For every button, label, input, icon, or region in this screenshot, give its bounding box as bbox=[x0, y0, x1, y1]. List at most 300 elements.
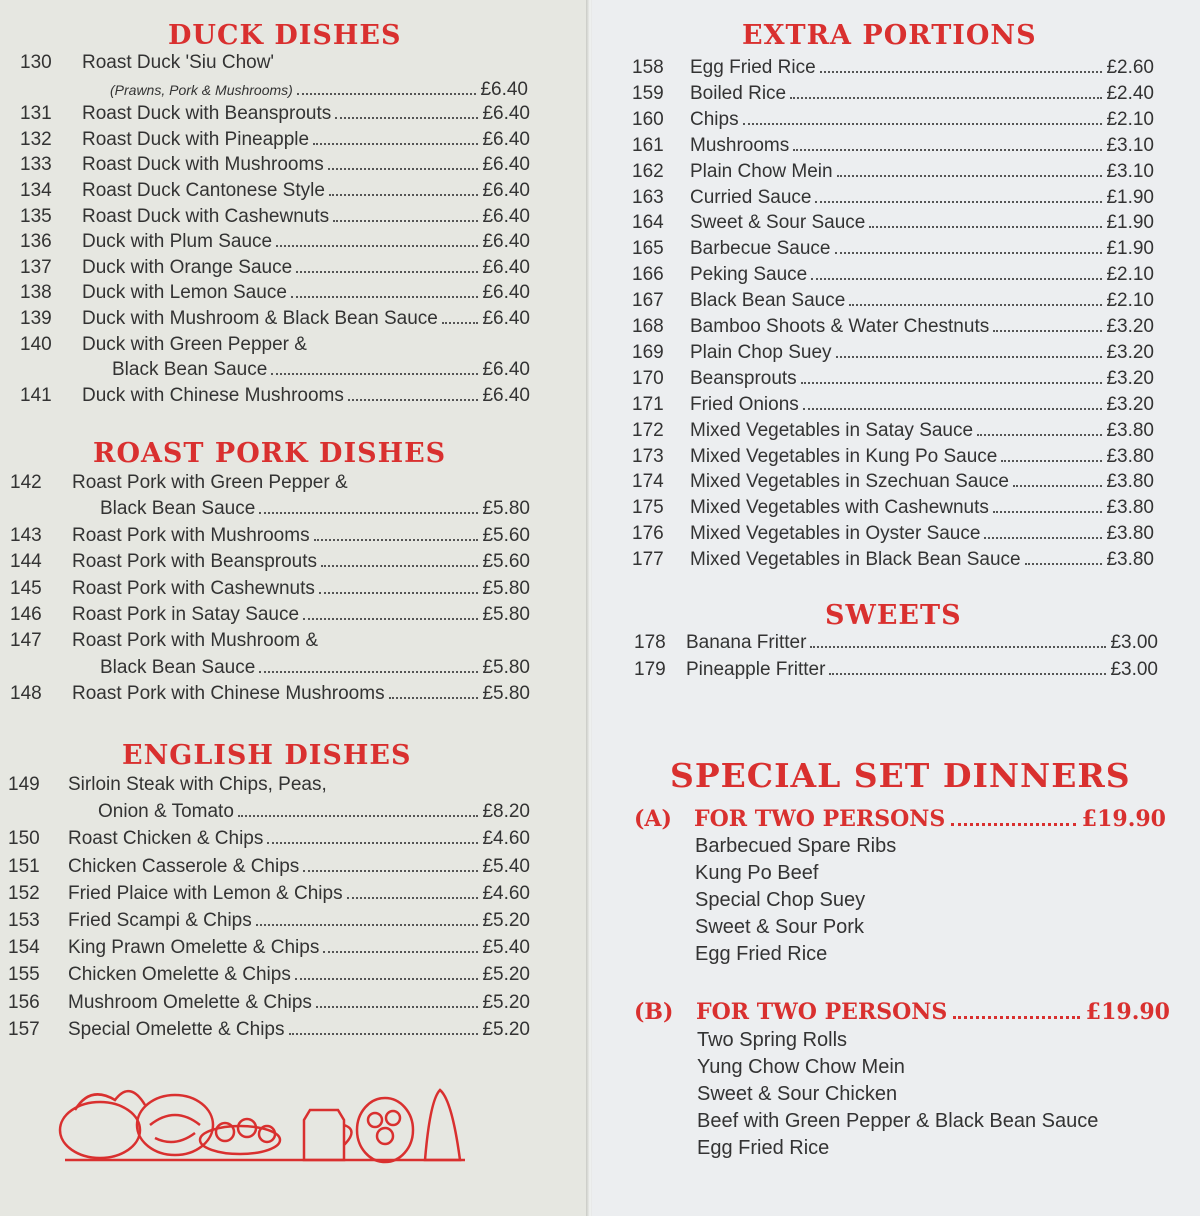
item-number: 173 bbox=[632, 445, 664, 467]
item-number: 159 bbox=[632, 82, 664, 104]
menu-item bbox=[20, 50, 530, 76]
set-a-label: (A) bbox=[634, 806, 672, 832]
menu-item bbox=[20, 306, 530, 332]
item-name: Banana Fritter bbox=[686, 632, 807, 653]
item-price: £3.80 bbox=[1106, 549, 1154, 571]
dot-leader bbox=[296, 271, 478, 273]
item-price: £2.10 bbox=[1106, 264, 1154, 286]
dot-leader bbox=[1025, 563, 1103, 565]
item-line bbox=[690, 521, 1154, 547]
item-name: Sweet & Sour Sauce bbox=[690, 212, 866, 234]
menu-item bbox=[8, 962, 530, 988]
item-number: 153 bbox=[8, 910, 40, 931]
item-price: £1.90 bbox=[1106, 212, 1154, 234]
item-number: 163 bbox=[632, 186, 664, 208]
item-line bbox=[82, 255, 530, 281]
dot-leader bbox=[801, 382, 1103, 384]
dot-leader bbox=[389, 697, 479, 699]
item-name: Roast Pork with Mushrooms bbox=[72, 524, 310, 546]
menu-item bbox=[632, 236, 1154, 262]
dot-leader bbox=[869, 226, 1102, 228]
item-price: £3.10 bbox=[1106, 160, 1154, 182]
menu-item bbox=[632, 185, 1154, 211]
item-line bbox=[690, 159, 1154, 185]
extra-section-title: EXTRA PORTIONS bbox=[742, 20, 1037, 51]
item-price: £2.10 bbox=[1106, 108, 1154, 130]
item-line bbox=[690, 469, 1154, 495]
set-a-heading bbox=[634, 806, 1166, 832]
menu-item bbox=[10, 681, 530, 707]
item-number: 170 bbox=[632, 367, 664, 389]
menu-item bbox=[632, 366, 1154, 392]
item-line bbox=[690, 288, 1154, 314]
menu-item bbox=[20, 127, 530, 153]
item-number: 166 bbox=[632, 264, 664, 286]
menu-item bbox=[8, 935, 530, 961]
dot-leader bbox=[256, 924, 479, 926]
item-line bbox=[690, 495, 1154, 521]
menu-item bbox=[20, 204, 530, 230]
item-line bbox=[72, 470, 530, 496]
item-number: 131 bbox=[20, 103, 52, 125]
dot-leader bbox=[297, 93, 477, 95]
item-name: Mushroom Omelette & Chips bbox=[68, 991, 312, 1013]
item-name: Roast Pork with Mushroom & bbox=[72, 630, 319, 652]
item-number: 172 bbox=[632, 419, 664, 441]
item-number: 132 bbox=[20, 128, 52, 150]
item-name: Sirloin Steak with Chips, Peas, bbox=[68, 774, 327, 795]
item-line bbox=[82, 127, 530, 153]
set-dinner-item: Sweet & Sour Pork bbox=[695, 916, 864, 938]
menu-item bbox=[20, 101, 530, 127]
dot-leader bbox=[323, 951, 478, 953]
item-number: 150 bbox=[8, 828, 40, 850]
item-line bbox=[100, 655, 530, 681]
item-price: £3.10 bbox=[1106, 134, 1154, 156]
set-dinner-item: Barbecued Spare Ribs bbox=[695, 835, 897, 857]
item-number: 138 bbox=[20, 282, 52, 304]
item-line bbox=[690, 107, 1154, 133]
dot-leader bbox=[259, 512, 478, 514]
item-price: £5.60 bbox=[482, 551, 530, 573]
dot-leader bbox=[295, 978, 479, 980]
item-line bbox=[82, 229, 530, 255]
dot-leader bbox=[271, 373, 478, 375]
item-line bbox=[72, 681, 530, 707]
menu-item bbox=[8, 881, 530, 907]
item-number: 141 bbox=[20, 384, 52, 406]
item-line bbox=[690, 133, 1154, 159]
dot-leader bbox=[837, 175, 1103, 177]
item-number: 169 bbox=[632, 341, 664, 363]
item-price: £2.40 bbox=[1106, 82, 1154, 104]
item-name: Duck with Green Pepper & bbox=[82, 333, 307, 355]
menu-item bbox=[632, 159, 1154, 185]
item-number: 135 bbox=[20, 205, 52, 227]
item-number: 146 bbox=[10, 604, 42, 625]
menu-item bbox=[20, 178, 530, 204]
item-name: Roast Duck with Mushrooms bbox=[82, 154, 324, 176]
menu-item bbox=[10, 576, 530, 602]
item-number: 168 bbox=[632, 316, 664, 337]
dot-leader bbox=[267, 842, 478, 844]
menu-item bbox=[20, 152, 530, 178]
dot-leader bbox=[291, 296, 479, 298]
item-number: 137 bbox=[20, 256, 52, 278]
item-name: Mixed Vegetables in Satay Sauce bbox=[690, 419, 974, 441]
item-price: £3.20 bbox=[1106, 341, 1154, 363]
menu-item bbox=[10, 523, 530, 549]
set-dinner-item: Special Chop Suey bbox=[695, 889, 866, 911]
item-name: Duck with Plum Sauce bbox=[82, 231, 273, 253]
menu-item bbox=[20, 383, 530, 409]
item-name: Peking Sauce bbox=[690, 264, 808, 286]
item-line bbox=[68, 854, 530, 880]
menu-item bbox=[8, 908, 530, 934]
item-line bbox=[82, 101, 530, 127]
item-price: £5.60 bbox=[482, 524, 530, 546]
dot-leader bbox=[328, 168, 479, 170]
item-price: £3.80 bbox=[1106, 419, 1154, 441]
item-name: Chicken Omelette & Chips bbox=[68, 964, 291, 986]
item-name: Roast Duck with Pineapple bbox=[82, 128, 310, 150]
set-b-heading bbox=[634, 999, 1170, 1025]
item-number: 155 bbox=[8, 964, 40, 986]
menu-item bbox=[632, 495, 1154, 521]
item-price: £2.10 bbox=[1106, 290, 1154, 312]
dot-leader bbox=[1001, 460, 1102, 462]
item-price: £3.80 bbox=[1106, 523, 1154, 545]
item-number: 156 bbox=[8, 991, 40, 1013]
dot-leader bbox=[319, 592, 479, 594]
item-price: £5.20 bbox=[482, 964, 530, 986]
dot-leader bbox=[335, 117, 478, 119]
item-price: £5.20 bbox=[482, 991, 530, 1013]
menu-item bbox=[20, 255, 530, 281]
set-dinner-item: Egg Fried Rice bbox=[697, 1137, 830, 1159]
dot-leader bbox=[803, 408, 1103, 410]
item-name: King Prawn Omelette & Chips bbox=[68, 937, 320, 959]
menu-item bbox=[8, 826, 530, 852]
item-name: Roast Pork with Green Pepper & bbox=[72, 472, 348, 493]
dot-leader bbox=[820, 71, 1103, 73]
item-line bbox=[68, 962, 530, 988]
item-number: 167 bbox=[632, 290, 664, 312]
item-price: £4.60 bbox=[482, 828, 530, 850]
menu-item bbox=[10, 602, 530, 628]
item-price: £6.40 bbox=[482, 384, 530, 406]
item-line bbox=[686, 657, 1158, 683]
menu-item bbox=[632, 288, 1154, 314]
menu-item bbox=[8, 854, 530, 880]
item-number: 154 bbox=[8, 937, 40, 959]
item-price: £6.40 bbox=[482, 231, 530, 253]
sub-note-text: (Prawns, Pork & Mushrooms) bbox=[110, 82, 293, 98]
item-name: Boiled Rice bbox=[690, 82, 787, 104]
dot-leader bbox=[810, 646, 1106, 648]
item-name: Duck with Lemon Sauce bbox=[82, 282, 287, 304]
item-number: 148 bbox=[10, 683, 42, 705]
item-line bbox=[82, 152, 530, 178]
food-illustration bbox=[55, 1070, 475, 1170]
set-a-title: FOR TWO PERSONS bbox=[694, 806, 946, 832]
item-line bbox=[690, 366, 1154, 392]
dot-leader bbox=[303, 618, 478, 620]
item-name: Mixed Vegetables in Szechuan Sauce bbox=[690, 471, 1009, 493]
menu-item bbox=[634, 630, 1158, 656]
item-line bbox=[68, 935, 530, 961]
item-name: Curried Sauce bbox=[690, 186, 812, 208]
item-number: 151 bbox=[8, 855, 40, 877]
item-line bbox=[690, 444, 1154, 470]
item-price: £5.80 bbox=[482, 577, 530, 599]
menu-page-left bbox=[0, 0, 588, 1216]
menu-item bbox=[632, 314, 1154, 340]
item-number: 158 bbox=[632, 57, 664, 78]
item-number: 179 bbox=[634, 659, 666, 680]
item-number: 143 bbox=[10, 524, 42, 546]
item-line bbox=[690, 236, 1154, 262]
item-line bbox=[72, 523, 530, 549]
item-price: £2.60 bbox=[1106, 57, 1154, 78]
item-name: Chips bbox=[690, 108, 739, 130]
item-price: £5.80 bbox=[482, 683, 530, 705]
item-name: Roast Duck with Cashewnuts bbox=[82, 205, 330, 227]
item-price: £5.20 bbox=[482, 1018, 530, 1040]
item-line bbox=[68, 826, 530, 852]
item-number: 162 bbox=[632, 160, 664, 182]
item-number: 149 bbox=[8, 774, 40, 795]
item-name: Fried Onions bbox=[690, 393, 799, 415]
item-line bbox=[690, 547, 1154, 573]
item-line bbox=[690, 210, 1154, 236]
dot-leader bbox=[993, 511, 1103, 513]
set-b-title: FOR TWO PERSONS bbox=[696, 999, 948, 1025]
menu-item bbox=[20, 332, 530, 358]
item-name: Roast Pork with Chinese Mushrooms bbox=[72, 683, 385, 705]
set-dinner-item: Beef with Green Pepper & Black Bean Sauce bbox=[697, 1110, 1099, 1132]
dot-leader bbox=[993, 330, 1102, 332]
menu-item bbox=[632, 418, 1154, 444]
dot-leader bbox=[238, 815, 479, 817]
sweets-section-title: SWEETS bbox=[825, 600, 962, 631]
item-line bbox=[690, 55, 1154, 81]
dot-leader bbox=[793, 149, 1102, 151]
menu-page-right bbox=[592, 0, 1200, 1216]
item-line bbox=[82, 280, 530, 306]
dot-leader bbox=[815, 201, 1102, 203]
item-line bbox=[100, 496, 530, 522]
item-line bbox=[690, 262, 1154, 288]
item-price: £1.90 bbox=[1106, 186, 1154, 208]
dot-leader bbox=[259, 671, 478, 673]
menu-item bbox=[632, 392, 1154, 418]
item-price: £3.20 bbox=[1106, 393, 1154, 415]
item-line bbox=[82, 383, 530, 409]
item-line bbox=[72, 549, 530, 575]
item-price: £5.80 bbox=[482, 498, 530, 520]
item-number: 177 bbox=[632, 549, 664, 571]
sub-note-price: £6.40 bbox=[480, 79, 528, 100]
menu-item bbox=[8, 799, 530, 825]
dot-leader bbox=[811, 278, 1102, 280]
item-number: 134 bbox=[20, 180, 52, 201]
item-line bbox=[690, 185, 1154, 211]
item-line bbox=[82, 332, 530, 358]
item-name: Mixed Vegetables with Cashewnuts bbox=[690, 497, 989, 519]
set-dinner-item: Egg Fried Rice bbox=[695, 943, 828, 965]
item-name: Barbecue Sauce bbox=[690, 238, 831, 260]
item-line bbox=[68, 990, 530, 1016]
item-name: Black Bean Sauce bbox=[100, 498, 256, 520]
item-number: 175 bbox=[632, 497, 664, 519]
item-name: Duck with Orange Sauce bbox=[82, 256, 293, 278]
menu-item bbox=[10, 628, 530, 654]
item-name: Chicken Casserole & Chips bbox=[68, 855, 300, 877]
dot-leader bbox=[347, 897, 479, 899]
menu-item bbox=[632, 262, 1154, 288]
item-price: £3.20 bbox=[1106, 367, 1154, 389]
menu-item bbox=[632, 469, 1154, 495]
set-dinner-item: Kung Po Beef bbox=[695, 862, 819, 884]
dot-leader bbox=[289, 1033, 479, 1035]
menu-item bbox=[632, 444, 1154, 470]
item-name: Pineapple Fritter bbox=[686, 659, 826, 680]
item-number: 174 bbox=[632, 471, 664, 493]
item-price: £6.40 bbox=[482, 308, 530, 329]
dot-leader bbox=[316, 1006, 479, 1008]
menu-item bbox=[632, 547, 1154, 573]
item-price: £3.80 bbox=[1106, 445, 1154, 467]
item-line bbox=[690, 81, 1154, 107]
item-number: 165 bbox=[632, 238, 664, 260]
item-price: £5.40 bbox=[482, 937, 530, 959]
item-name: Mixed Vegetables in Oyster Sauce bbox=[690, 523, 981, 545]
item-name: Plain Chow Mein bbox=[690, 160, 833, 182]
menu-item bbox=[632, 55, 1154, 81]
menu-item bbox=[20, 280, 530, 306]
menu-item bbox=[10, 470, 530, 496]
item-price: £8.20 bbox=[482, 801, 530, 823]
menu-item bbox=[632, 133, 1154, 159]
item-name: Roast Duck with Beansprouts bbox=[82, 103, 332, 125]
item-price: £6.40 bbox=[482, 154, 530, 176]
menu-item bbox=[20, 357, 530, 383]
item-name: Black Bean Sauce bbox=[100, 656, 256, 678]
dot-leader bbox=[790, 97, 1102, 99]
item-name: Roast Pork with Cashewnuts bbox=[72, 577, 315, 599]
item-line bbox=[72, 576, 530, 602]
menu-item bbox=[8, 1017, 530, 1043]
menu-item bbox=[634, 657, 1158, 683]
dot-leader bbox=[836, 356, 1103, 358]
item-line bbox=[690, 340, 1154, 366]
item-line bbox=[82, 178, 530, 204]
menu-item bbox=[8, 772, 530, 798]
item-name: Roast Pork in Satay Sauce bbox=[72, 604, 300, 625]
item-number: 157 bbox=[8, 1018, 40, 1040]
item-number: 161 bbox=[632, 134, 664, 156]
menu-item bbox=[632, 107, 1154, 133]
item-name: Duck with Chinese Mushrooms bbox=[82, 384, 344, 406]
dot-leader bbox=[348, 399, 479, 401]
item-line bbox=[690, 314, 1154, 340]
item-line bbox=[690, 418, 1154, 444]
duck-section-title: DUCK DISHES bbox=[168, 20, 402, 51]
item-name: Plain Chop Suey bbox=[690, 341, 832, 363]
set-a-price: £19.90 bbox=[1081, 806, 1166, 832]
item-price: £5.80 bbox=[482, 656, 530, 678]
dot-leader bbox=[276, 245, 478, 247]
item-name: Mixed Vegetables in Kung Po Sauce bbox=[690, 445, 998, 467]
item-number: 160 bbox=[632, 108, 664, 130]
item-number: 176 bbox=[632, 523, 664, 545]
set-dinners-title: SPECIAL SET DINNERS bbox=[670, 756, 1131, 795]
dot-leader bbox=[829, 673, 1106, 675]
item-line bbox=[72, 628, 530, 654]
item-name: Black Bean Sauce bbox=[112, 359, 268, 381]
item-number: 140 bbox=[20, 333, 52, 355]
menu-item bbox=[10, 655, 530, 681]
item-price: £6.40 bbox=[482, 359, 530, 381]
item-line bbox=[72, 602, 530, 628]
item-line bbox=[68, 1017, 530, 1043]
dot-leader bbox=[442, 322, 479, 324]
item-price: £6.40 bbox=[482, 282, 530, 304]
item-line bbox=[68, 881, 530, 907]
item-number: 178 bbox=[634, 632, 666, 653]
dot-leader bbox=[743, 123, 1103, 125]
item-price: £3.80 bbox=[1106, 471, 1154, 493]
item-number: 130 bbox=[20, 52, 52, 73]
item-name: Roast Duck Cantonese Style bbox=[82, 180, 325, 201]
item-number: 136 bbox=[20, 231, 52, 253]
item-name: Special Omelette & Chips bbox=[68, 1018, 285, 1040]
set-dinner-item: Two Spring Rolls bbox=[697, 1029, 848, 1051]
menu-item bbox=[10, 496, 530, 522]
item-name: Fried Scampi & Chips bbox=[68, 910, 252, 931]
item-name: Duck with Mushroom & Black Bean Sauce bbox=[82, 308, 438, 329]
item-line bbox=[82, 50, 530, 76]
dot-leader bbox=[329, 194, 479, 196]
menu-item bbox=[20, 229, 530, 255]
item-name: Roast Pork with Beansprouts bbox=[72, 551, 318, 573]
item-number: 133 bbox=[20, 154, 52, 176]
dot-leader bbox=[835, 252, 1103, 254]
menu-sub-note bbox=[110, 80, 528, 100]
pork-section-title: ROAST PORK DISHES bbox=[93, 438, 447, 469]
item-name: Black Bean Sauce bbox=[690, 290, 846, 312]
item-name: Beansprouts bbox=[690, 367, 797, 389]
item-number: 164 bbox=[632, 212, 664, 234]
dot-leader bbox=[953, 1016, 1080, 1019]
item-name: Egg Fried Rice bbox=[690, 57, 816, 78]
item-price: £3.80 bbox=[1106, 497, 1154, 519]
dot-leader bbox=[1013, 485, 1102, 487]
menu-item bbox=[632, 340, 1154, 366]
item-name: Roast Duck 'Siu Chow' bbox=[82, 52, 275, 73]
item-line bbox=[68, 772, 530, 798]
item-number: 147 bbox=[10, 630, 42, 652]
item-line bbox=[68, 908, 530, 934]
menu-item bbox=[632, 210, 1154, 236]
item-line bbox=[686, 630, 1158, 656]
item-price: £5.20 bbox=[482, 910, 530, 931]
dot-leader bbox=[849, 304, 1102, 306]
item-line bbox=[690, 392, 1154, 418]
item-price: £3.00 bbox=[1110, 659, 1158, 680]
item-name: Bamboo Shoots & Water Chestnuts bbox=[690, 316, 990, 337]
